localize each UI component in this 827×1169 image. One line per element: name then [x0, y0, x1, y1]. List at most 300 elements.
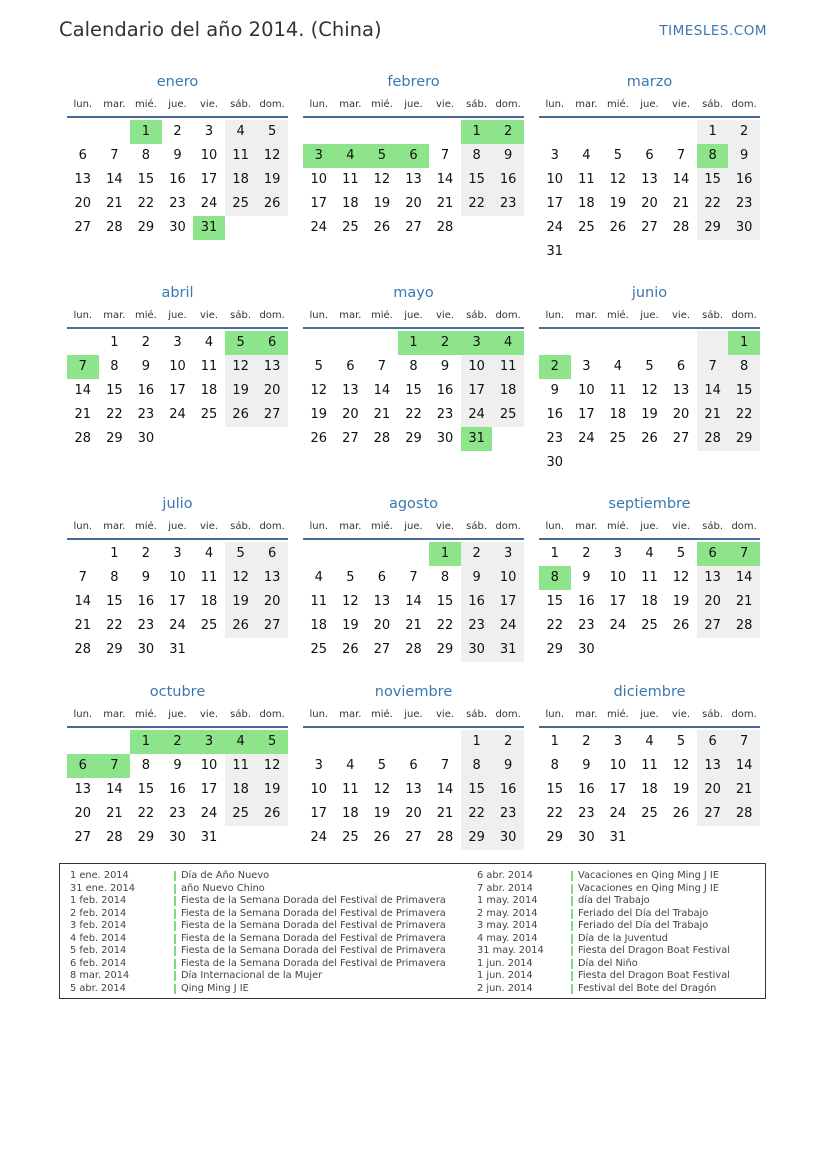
- empty-cell: [429, 730, 461, 754]
- holiday-name: Festival del Bote del Dragón: [578, 982, 717, 994]
- holiday-marker: [571, 921, 573, 931]
- weekday-label: mar.: [575, 309, 598, 321]
- day-cell: 9: [461, 566, 493, 590]
- month-name: abril: [161, 285, 194, 301]
- empty-cell: [162, 427, 194, 451]
- day-cell: 28: [728, 614, 760, 638]
- day-cell: 12: [256, 144, 288, 168]
- day-cell: 24: [310, 220, 328, 235]
- holiday-name: Fiesta de la Semana Dorada del Festival de Primavera: [181, 895, 446, 906]
- weekday-label: lun.: [545, 309, 565, 321]
- day-cell: 13: [672, 383, 690, 398]
- day-cell: 8: [550, 758, 559, 773]
- holiday-date: 3 feb. 2014: [70, 920, 127, 931]
- day-cell: 21: [728, 590, 760, 614]
- day-cell: 6: [256, 542, 288, 566]
- day-cell: 15: [461, 168, 493, 192]
- day-cell: 4: [346, 758, 355, 773]
- brand-link[interactable]: TIMESLES.COM: [659, 23, 767, 39]
- empty-cell: [728, 451, 760, 475]
- day-grid: [539, 120, 760, 264]
- day-cell: 12: [373, 782, 391, 797]
- day-cell: 11: [200, 359, 218, 374]
- empty-cell: [634, 120, 666, 144]
- day-cell: 29: [405, 431, 422, 446]
- day-cell: 9: [440, 359, 450, 374]
- day-cell: 9: [141, 359, 151, 374]
- month-abril: [67, 283, 288, 451]
- holiday-date: 1 jun. 2014: [477, 970, 533, 981]
- day-cell: 8: [440, 570, 450, 585]
- empty-cell: [461, 216, 493, 240]
- day-cell: 4: [314, 570, 323, 585]
- weekday-label: sáb.: [702, 98, 724, 110]
- empty-cell: [571, 240, 603, 264]
- day-cell: 31: [492, 638, 524, 662]
- day-cell: 26: [225, 403, 257, 427]
- holiday-name: Fiesta del Dragon Boat Festival: [578, 945, 730, 956]
- day-cell: 24: [578, 431, 595, 446]
- day-cell: 25: [609, 431, 627, 446]
- month-name: noviembre: [374, 684, 453, 700]
- day-cell: 1: [461, 730, 493, 754]
- month-mayo: [303, 283, 524, 451]
- month-name: julio: [162, 496, 193, 512]
- holiday-date: 2 may. 2014: [477, 907, 538, 919]
- day-cell: 13: [256, 566, 288, 590]
- day-cell: 11: [310, 594, 328, 609]
- weekday-label: lun.: [545, 520, 565, 532]
- day-cell: 7: [110, 148, 119, 163]
- empty-cell: [67, 542, 99, 566]
- day-cell: 7: [409, 570, 418, 585]
- weekday-label: mié.: [134, 520, 157, 532]
- day-grid: [539, 542, 760, 662]
- day-cell: 10: [310, 782, 328, 797]
- weekday-label: sáb.: [466, 98, 488, 110]
- day-cell: 1: [110, 335, 119, 350]
- day-cell: 18: [225, 778, 257, 802]
- day-cell: 14: [436, 172, 454, 187]
- weekday-label: lun.: [309, 98, 329, 110]
- day-cell: 3: [492, 542, 524, 566]
- day-cell: 23: [169, 196, 186, 211]
- empty-cell: [539, 120, 571, 144]
- day-cell: 3: [582, 359, 591, 374]
- day-cell: 24: [461, 403, 493, 427]
- day-grid: [303, 542, 524, 662]
- month-diciembre: [539, 682, 760, 850]
- day-cell: 22: [106, 618, 123, 633]
- day-grid: [303, 730, 524, 850]
- day-cell: 22: [137, 806, 155, 821]
- holiday-marker: [571, 984, 573, 994]
- month-name: mayo: [393, 285, 434, 301]
- day-cell: 30: [169, 220, 186, 235]
- weekday-label: vie.: [672, 309, 691, 321]
- day-cell: 18: [200, 383, 218, 398]
- weekday-label: lun.: [73, 520, 93, 532]
- day-cell: 18: [200, 594, 218, 609]
- month-marzo: [539, 72, 760, 264]
- weekday-label: mar.: [339, 309, 362, 321]
- day-cell: 6: [398, 144, 430, 168]
- day-cell: 31: [546, 244, 564, 259]
- weekday-label: mié.: [134, 708, 157, 720]
- day-cell: 11: [342, 782, 359, 797]
- day-cell: 29: [697, 216, 729, 240]
- day-cell: 27: [641, 220, 658, 235]
- empty-cell: [256, 427, 288, 451]
- month-junio: [539, 283, 760, 475]
- month-name: enero: [156, 74, 199, 90]
- day-cell: 25: [225, 192, 257, 216]
- weekday-label: jue.: [168, 520, 187, 532]
- day-cell: 19: [641, 407, 658, 422]
- day-cell: 12: [609, 172, 627, 187]
- day-cell: 3: [613, 734, 623, 749]
- day-cell: 11: [342, 172, 359, 187]
- day-cell: 30: [137, 642, 155, 657]
- day-cell: 22: [546, 806, 564, 821]
- day-cell: 25: [342, 220, 359, 235]
- month-name: septiembre: [608, 496, 691, 512]
- day-cell: 25: [641, 806, 658, 821]
- month-febrero: [303, 72, 524, 240]
- weekday-label: mar.: [339, 520, 362, 532]
- day-cell: 29: [546, 642, 564, 657]
- weekday-label: sáb.: [466, 520, 488, 532]
- day-cell: 17: [546, 196, 564, 211]
- empty-cell: [366, 120, 398, 144]
- holiday-row: [477, 870, 730, 883]
- weekday-label: mar.: [575, 708, 598, 720]
- day-cell: 21: [672, 196, 690, 211]
- day-cell: 2: [141, 335, 151, 350]
- day-cell: 30: [728, 216, 760, 240]
- weekday-label: vie.: [436, 98, 455, 110]
- weekday-label: jue.: [404, 98, 423, 110]
- month-name: junio: [631, 285, 668, 301]
- holiday-list-left: [70, 870, 446, 995]
- holiday-row: [70, 920, 446, 933]
- holiday-date: 2 jun. 2014: [477, 982, 533, 994]
- empty-cell: [225, 638, 257, 662]
- holiday-name: Feriado del Día del Trabajo: [578, 907, 709, 919]
- weekday-header: [539, 92, 760, 118]
- day-cell: 9: [173, 758, 182, 773]
- empty-cell: [665, 826, 697, 850]
- day-cell: 19: [342, 618, 359, 633]
- day-cell: 15: [697, 168, 729, 192]
- day-cell: 14: [672, 172, 690, 187]
- day-cell: 8: [539, 566, 571, 590]
- day-cell: 24: [609, 618, 627, 633]
- day-cell: 10: [492, 566, 524, 590]
- holiday-name: Día de Año Nuevo: [181, 870, 270, 881]
- holiday-date: 5 abr. 2014: [70, 982, 126, 994]
- month-name: febrero: [387, 74, 440, 90]
- day-cell: 23: [578, 618, 595, 633]
- day-cell: 11: [492, 355, 524, 379]
- holiday-row: [477, 895, 730, 908]
- holiday-marker: [571, 959, 573, 969]
- holiday-date: 1 feb. 2014: [70, 895, 127, 906]
- day-cell: 4: [225, 730, 257, 754]
- day-cell: 6: [67, 754, 99, 778]
- empty-cell: [429, 120, 461, 144]
- day-cell: 27: [342, 431, 359, 446]
- day-cell: 9: [492, 754, 524, 778]
- day-cell: 1: [130, 730, 162, 754]
- day-cell: 4: [335, 144, 367, 168]
- holiday-row: [70, 945, 446, 958]
- day-cell: 17: [609, 782, 627, 797]
- day-cell: 15: [546, 594, 564, 609]
- holiday-date: 31 ene. 2014: [70, 882, 136, 894]
- day-cell: 28: [106, 220, 123, 235]
- empty-cell: [602, 240, 634, 264]
- day-grid: [67, 542, 288, 662]
- day-cell: 2: [173, 124, 182, 139]
- day-cell: 13: [405, 782, 422, 797]
- empty-cell: [492, 427, 524, 451]
- day-cell: 1: [550, 734, 559, 749]
- day-cell: 24: [169, 618, 186, 633]
- empty-cell: [602, 451, 634, 475]
- empty-cell: [697, 240, 729, 264]
- month-agosto: [303, 494, 524, 662]
- holiday-date: 1 jun. 2014: [477, 957, 533, 969]
- day-cell: 21: [74, 407, 92, 422]
- day-cell: 30: [169, 830, 186, 845]
- day-cell: 18: [342, 806, 359, 821]
- day-cell: 10: [310, 172, 328, 187]
- day-cell: 9: [728, 144, 760, 168]
- day-cell: 9: [173, 148, 182, 163]
- day-cell: 11: [578, 172, 595, 187]
- day-cell: 27: [256, 614, 288, 638]
- holiday-name: Vacaciones en Qing Ming J IE: [578, 870, 720, 881]
- day-cell: 24: [609, 806, 627, 821]
- holiday-row: [477, 908, 730, 921]
- holiday-marker: [174, 921, 176, 931]
- weekday-label: dom.: [495, 708, 521, 720]
- weekday-label: jue.: [640, 708, 659, 720]
- day-cell: 26: [342, 642, 359, 657]
- day-cell: 7: [377, 359, 387, 374]
- day-cell: 5: [314, 359, 323, 374]
- holiday-marker: [571, 909, 573, 919]
- day-cell: 4: [613, 359, 623, 374]
- holiday-row: [70, 958, 446, 971]
- day-cell: 22: [405, 407, 422, 422]
- month-julio: [67, 494, 288, 662]
- day-cell: 23: [546, 431, 564, 446]
- day-cell: 15: [106, 594, 123, 609]
- day-cell: 13: [641, 172, 658, 187]
- day-cell: 20: [74, 806, 92, 821]
- day-cell: 10: [609, 758, 627, 773]
- day-cell: 27: [672, 431, 690, 446]
- weekday-label: vie.: [436, 520, 455, 532]
- day-cell: 11: [641, 570, 658, 585]
- day-cell: 2: [539, 355, 571, 379]
- day-cell: 12: [225, 355, 257, 379]
- holiday-row: [70, 970, 446, 983]
- day-cell: 18: [641, 782, 658, 797]
- day-cell: 23: [728, 192, 760, 216]
- weekday-label: vie.: [436, 309, 455, 321]
- day-cell: 22: [106, 407, 123, 422]
- holiday-name: Día Internacional de la Mujer: [181, 970, 323, 981]
- month-septiembre: [539, 494, 760, 662]
- day-cell: 21: [728, 778, 760, 802]
- empty-cell: [665, 451, 697, 475]
- day-cell: 12: [342, 594, 359, 609]
- holiday-name: Fiesta de la Semana Dorada del Festival de Primavera: [181, 945, 446, 956]
- weekday-header: [303, 303, 524, 329]
- holiday-date: 6 feb. 2014: [70, 957, 127, 969]
- day-cell: 3: [193, 730, 225, 754]
- day-grid: [303, 331, 524, 451]
- day-cell: 19: [225, 379, 257, 403]
- weekday-label: sáb.: [230, 520, 252, 532]
- day-cell: 27: [405, 830, 422, 845]
- weekday-header: [67, 92, 288, 118]
- day-cell: 10: [609, 570, 627, 585]
- weekday-label: jue.: [404, 708, 423, 720]
- day-cell: 31: [169, 642, 186, 657]
- empty-cell: [303, 120, 335, 144]
- day-cell: 5: [645, 359, 654, 374]
- day-cell: 15: [137, 782, 155, 797]
- weekday-label: mié.: [606, 98, 629, 110]
- empty-cell: [602, 638, 634, 662]
- day-cell: 19: [225, 590, 257, 614]
- day-cell: 19: [310, 407, 328, 422]
- day-cell: 21: [74, 618, 92, 633]
- holiday-date: 2 feb. 2014: [70, 907, 127, 919]
- day-cell: 2: [492, 120, 524, 144]
- day-cell: 12: [641, 383, 658, 398]
- empty-cell: [67, 730, 99, 754]
- weekday-label: lun.: [545, 98, 565, 110]
- day-cell: 10: [461, 355, 493, 379]
- day-cell: 5: [613, 148, 623, 163]
- day-cell: 20: [405, 196, 422, 211]
- day-grid: [67, 120, 288, 240]
- empty-cell: [728, 826, 760, 850]
- day-cell: 28: [74, 642, 92, 657]
- holiday-marker: [174, 909, 176, 919]
- empty-cell: [303, 331, 335, 355]
- holiday-name: Día del Niño: [578, 957, 638, 969]
- weekday-label: dom.: [259, 520, 285, 532]
- day-cell: 30: [436, 431, 454, 446]
- day-cell: 21: [436, 196, 454, 211]
- day-cell: 10: [169, 570, 186, 585]
- day-cell: 26: [609, 220, 627, 235]
- day-cell: 19: [373, 806, 391, 821]
- weekday-label: mié.: [134, 309, 157, 321]
- day-cell: 22: [728, 403, 760, 427]
- empty-cell: [303, 730, 335, 754]
- holiday-marker: [571, 871, 573, 881]
- weekday-label: jue.: [168, 309, 187, 321]
- holiday-marker: [174, 971, 176, 981]
- day-cell: 29: [461, 826, 493, 850]
- day-cell: 25: [641, 618, 658, 633]
- day-cell: 28: [672, 220, 690, 235]
- holiday-name: Fiesta de la Semana Dorada del Festival de Primavera: [181, 932, 446, 944]
- day-cell: 23: [461, 614, 493, 638]
- weekday-header: [539, 303, 760, 329]
- empty-cell: [335, 331, 367, 355]
- day-cell: 1: [550, 546, 559, 561]
- day-cell: 18: [578, 196, 595, 211]
- day-cell: 25: [310, 642, 328, 657]
- day-cell: 6: [697, 542, 729, 566]
- holiday-row: [477, 920, 730, 933]
- holiday-name: año Nuevo Chino: [181, 882, 265, 894]
- day-cell: 30: [461, 638, 493, 662]
- day-cell: 2: [461, 542, 493, 566]
- weekday-label: dom.: [495, 309, 521, 321]
- day-cell: 19: [256, 778, 288, 802]
- day-cell: 26: [641, 431, 658, 446]
- empty-cell: [697, 331, 729, 355]
- empty-cell: [571, 451, 603, 475]
- weekday-label: dom.: [259, 98, 285, 110]
- day-cell: 24: [169, 407, 186, 422]
- weekday-label: vie.: [200, 520, 219, 532]
- day-cell: 13: [373, 594, 391, 609]
- day-cell: 1: [130, 120, 162, 144]
- day-cell: 26: [225, 614, 257, 638]
- holiday-date: 8 mar. 2014: [70, 970, 130, 981]
- holiday-name: Fiesta de la Semana Dorada del Festival de Primavera: [181, 920, 446, 931]
- month-enero: [67, 72, 288, 240]
- weekday-label: dom.: [495, 98, 521, 110]
- day-cell: 27: [256, 403, 288, 427]
- weekday-label: dom.: [731, 708, 757, 720]
- holiday-marker: [571, 934, 573, 944]
- day-cell: 5: [256, 730, 288, 754]
- holiday-row: [70, 983, 446, 996]
- day-cell: 18: [342, 196, 359, 211]
- day-cell: 17: [310, 806, 328, 821]
- day-cell: 5: [346, 570, 355, 585]
- holiday-name: Fiesta del Dragon Boat Festival: [578, 970, 730, 981]
- empty-cell: [99, 730, 131, 754]
- day-cell: 21: [106, 196, 123, 211]
- day-cell: 20: [697, 778, 729, 802]
- day-cell: 25: [578, 220, 595, 235]
- day-cell: 16: [436, 383, 454, 398]
- weekday-label: vie.: [436, 708, 455, 720]
- day-cell: 4: [645, 734, 654, 749]
- empty-cell: [697, 826, 729, 850]
- day-cell: 29: [436, 642, 454, 657]
- day-cell: 20: [256, 590, 288, 614]
- holiday-row: [477, 933, 730, 946]
- month-name: octubre: [149, 684, 206, 700]
- day-cell: 12: [310, 383, 328, 398]
- day-cell: 17: [169, 594, 186, 609]
- empty-cell: [697, 638, 729, 662]
- day-cell: 28: [697, 427, 729, 451]
